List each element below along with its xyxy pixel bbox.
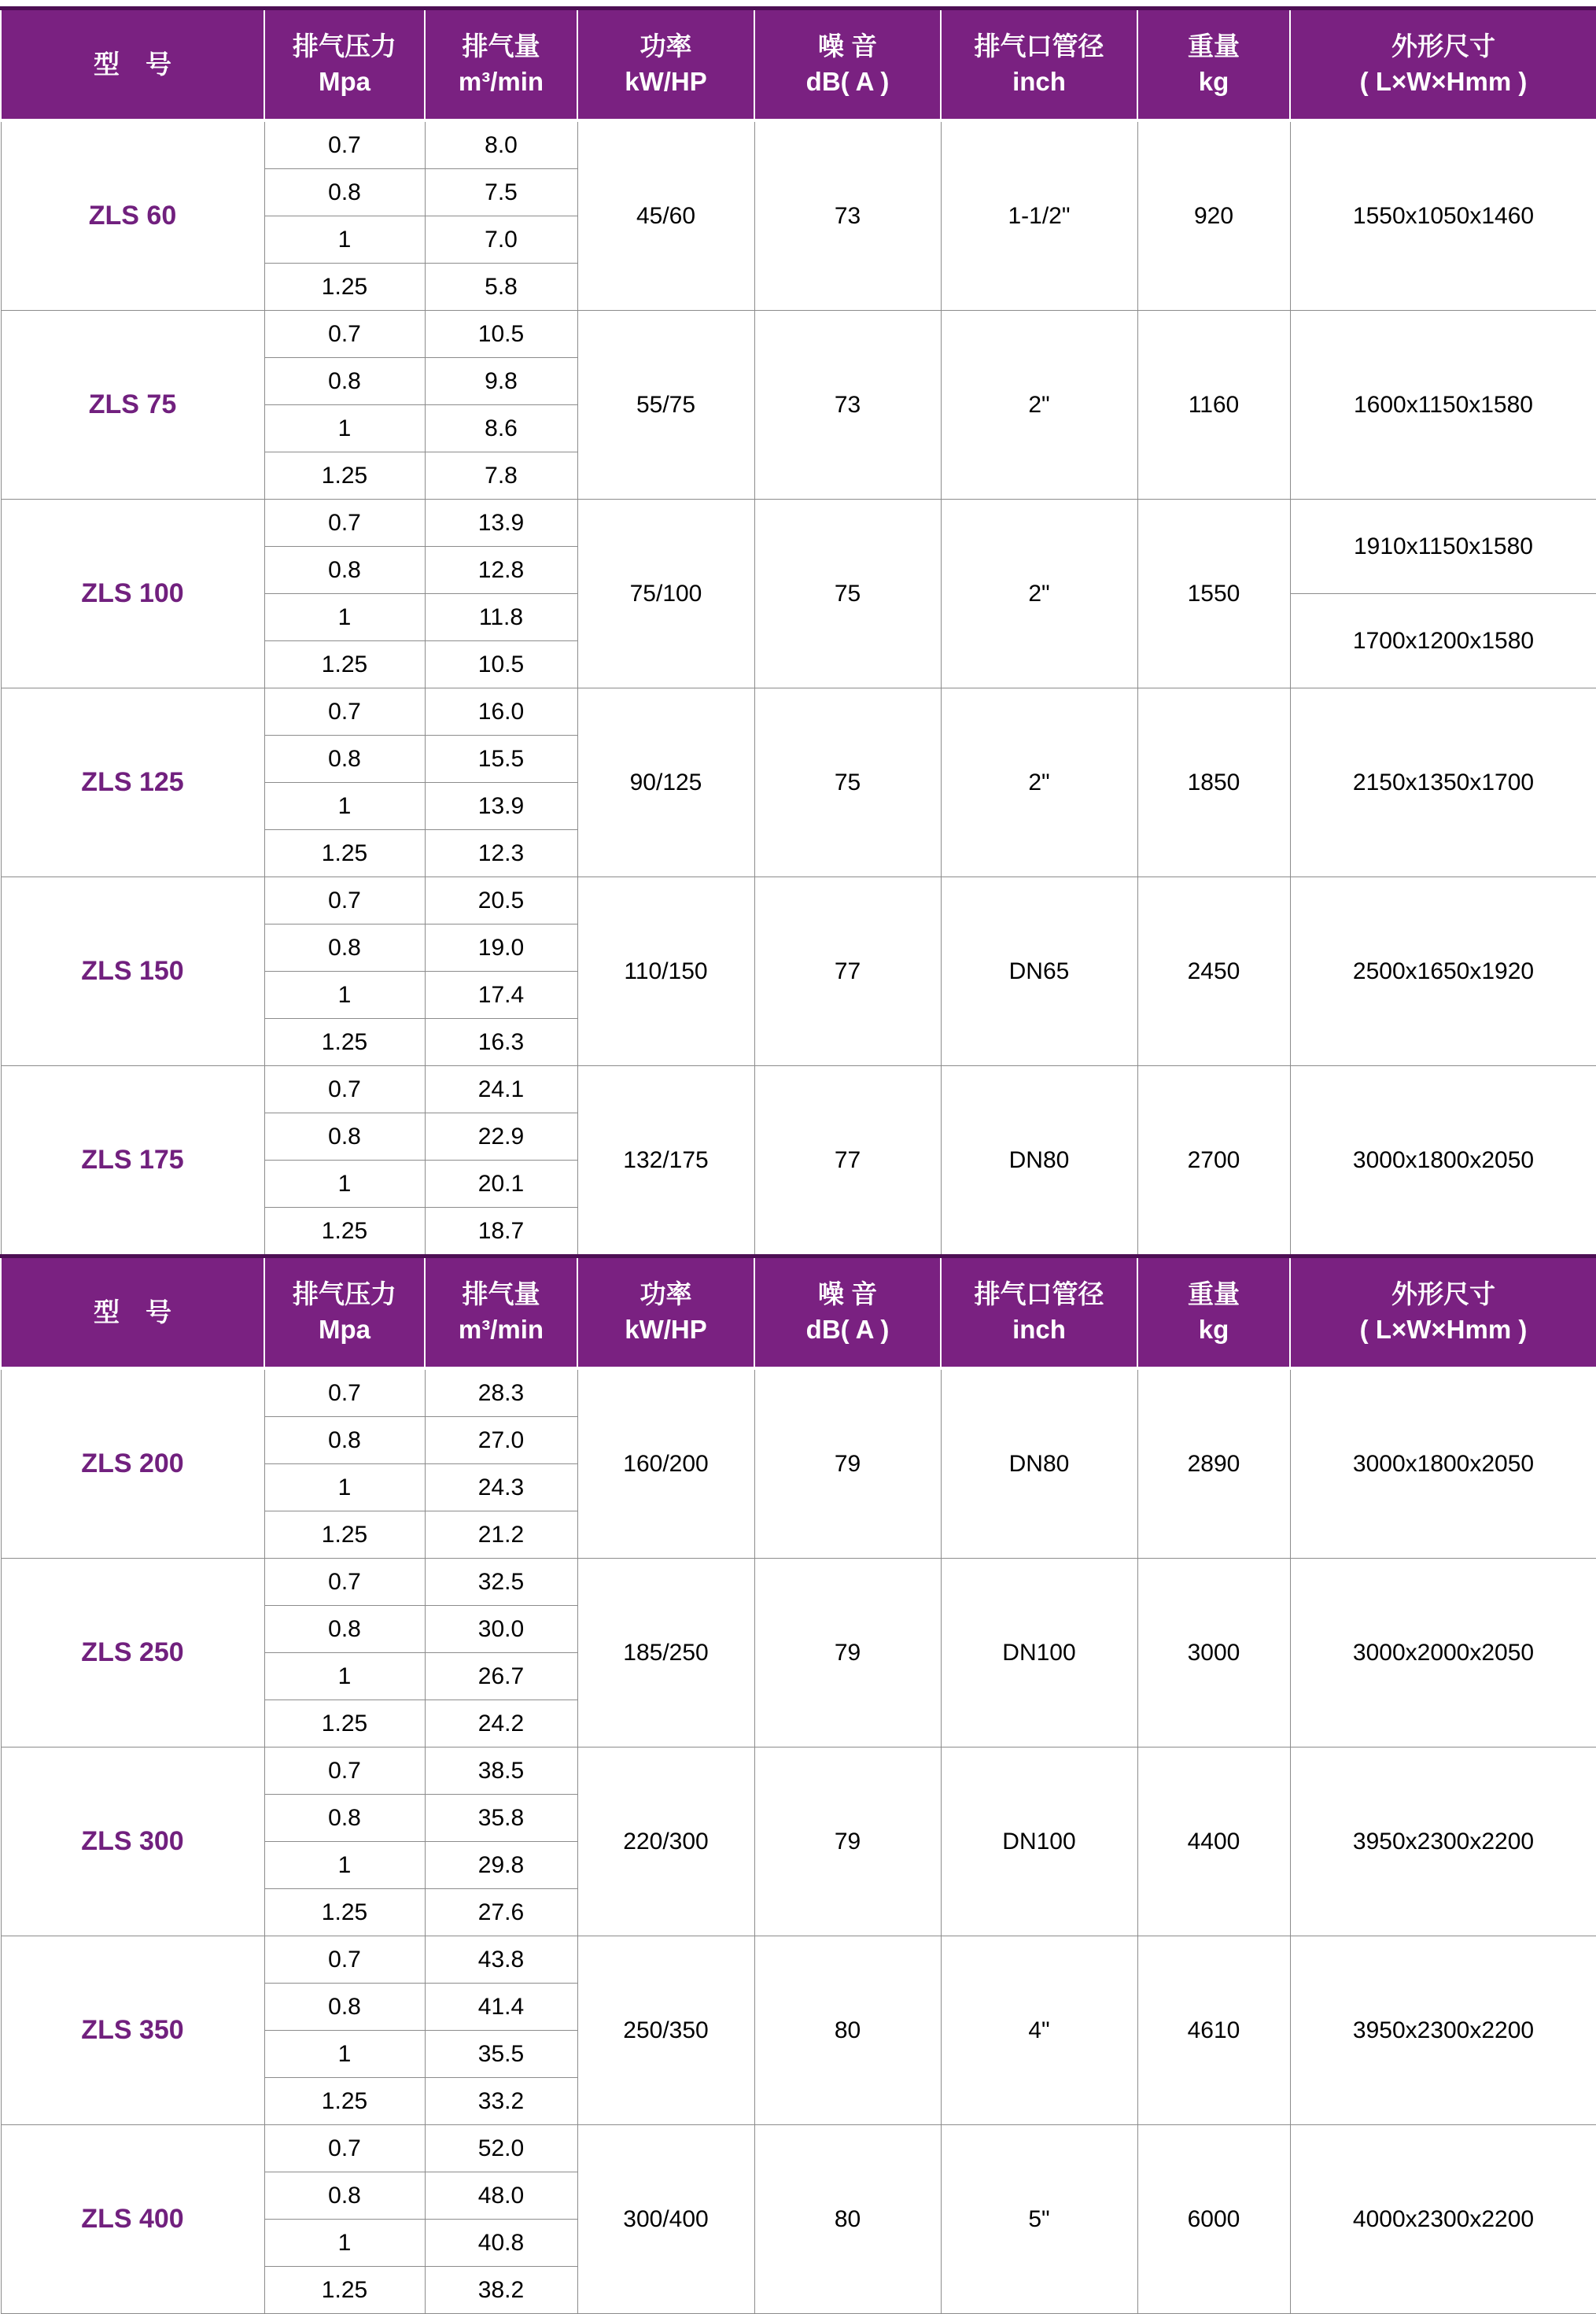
header-cell-power-text: kW/HP [625, 1315, 707, 1344]
noise-cell: 79 [754, 1559, 941, 1747]
displacement-cell: 8.0 [425, 120, 577, 169]
table-row [1, 877, 1596, 924]
weight-cell: 2890 [1137, 1368, 1290, 1559]
pressure-cell: 1 [264, 216, 425, 264]
displacement-cell: 48.0 [425, 2172, 577, 2220]
pipe-cell: DN80 [941, 1368, 1137, 1559]
pressure-cell: 0.8 [264, 1984, 425, 2031]
header-cell-noise-text: dB( A ) [805, 67, 890, 96]
weight-cell: 2450 [1137, 877, 1290, 1066]
pressure-cell: 0.8 [264, 547, 425, 594]
pipe-cell: 2" [941, 688, 1137, 877]
dims-cell: 2150x1350x1700 [1290, 688, 1596, 877]
header-cell-power-text: 功率 [640, 31, 692, 61]
displacement-cell: 13.9 [425, 783, 577, 830]
model-name: ZLS 125 [1, 688, 264, 877]
pipe-cell: DN80 [941, 1066, 1137, 1257]
header-row [1, 1257, 1596, 1369]
table-row [1, 500, 1596, 547]
pressure-cell: 1.25 [264, 1019, 425, 1066]
header-cell-model [1, 1257, 264, 1369]
table-row [1, 1368, 1596, 1417]
displacement-cell: 24.3 [425, 1464, 577, 1511]
table-row [1, 688, 1596, 736]
displacement-cell: 17.4 [425, 972, 577, 1019]
header-cell-displacement-text: m³/min [458, 67, 544, 96]
pressure-cell: 0.8 [264, 169, 425, 216]
header-cell-dims [1290, 9, 1596, 121]
displacement-cell: 7.5 [425, 169, 577, 216]
header-cell-power-text: kW/HP [625, 67, 707, 96]
displacement-cell: 15.5 [425, 736, 577, 783]
header-cell-pressure [264, 9, 425, 121]
header-cell-noise-text: dB( A ) [805, 1315, 890, 1344]
power-cell: 75/100 [577, 500, 754, 688]
displacement-cell: 28.3 [425, 1368, 577, 1417]
header-cell-pipe [941, 1257, 1137, 1369]
displacement-cell: 35.5 [425, 2031, 577, 2078]
header-cell-power [577, 1257, 754, 1369]
header-cell-displacement [425, 9, 577, 121]
power-cell: 55/75 [577, 311, 754, 500]
header-cell-pipe-text: inch [1012, 1315, 1066, 1344]
weight-cell: 1850 [1137, 688, 1290, 877]
header-cell-dims [1290, 1257, 1596, 1369]
displacement-cell: 41.4 [425, 1984, 577, 2031]
pipe-cell: DN65 [941, 877, 1137, 1066]
header-cell-weight-text: kg [1198, 1315, 1229, 1344]
pressure-cell: 1.25 [264, 264, 425, 311]
model-name: ZLS 75 [1, 311, 264, 500]
power-cell: 250/350 [577, 1936, 754, 2125]
displacement-cell: 22.9 [425, 1113, 577, 1161]
dims-cell: 1700x1200x1580 [1290, 594, 1596, 688]
header-cell-model-text: 型 号 [94, 49, 171, 79]
pipe-cell: DN100 [941, 1747, 1137, 1936]
pressure-cell: 0.8 [264, 1795, 425, 1842]
pressure-cell: 0.7 [264, 1747, 425, 1795]
model-name: ZLS 400 [1, 2125, 264, 2314]
weight-cell: 1160 [1137, 311, 1290, 500]
pressure-cell: 0.7 [264, 1066, 425, 1113]
header-cell-pressure-text: 排气压力 [293, 31, 396, 61]
pressure-cell: 0.7 [264, 1936, 425, 1984]
pressure-cell: 0.8 [264, 2172, 425, 2220]
noise-cell: 77 [754, 1066, 941, 1257]
spec-table [0, 6, 1596, 2314]
model-name: ZLS 175 [1, 1066, 264, 1257]
header-cell-noise [754, 1257, 941, 1369]
pipe-cell: 1-1/2" [941, 120, 1137, 311]
dims-cell: 3000x1800x2050 [1290, 1368, 1596, 1559]
pressure-cell: 1 [264, 594, 425, 641]
pressure-cell: 1.25 [264, 1700, 425, 1747]
pipe-cell: 2" [941, 311, 1137, 500]
displacement-cell: 21.2 [425, 1511, 577, 1559]
power-cell: 110/150 [577, 877, 754, 1066]
header-cell-model-text: 型 号 [94, 1297, 171, 1327]
displacement-cell: 16.3 [425, 1019, 577, 1066]
weight-cell: 6000 [1137, 2125, 1290, 2314]
dims-cell: 4000x2300x2200 [1290, 2125, 1596, 2314]
dims-cell: 3000x1800x2050 [1290, 1066, 1596, 1257]
displacement-cell: 10.5 [425, 641, 577, 688]
noise-cell: 77 [754, 877, 941, 1066]
pipe-cell: DN100 [941, 1559, 1137, 1747]
header-cell-dims-text: ( L×W×Hmm ) [1359, 67, 1528, 96]
dims-cell: 3950x2300x2200 [1290, 1936, 1596, 2125]
noise-cell: 79 [754, 1368, 941, 1559]
header-cell-noise-text: 噪 音 [817, 31, 878, 61]
pressure-cell: 1 [264, 783, 425, 830]
spec-table-body [1, 9, 1596, 2314]
pressure-cell: 1.25 [264, 1208, 425, 1257]
header-cell-weight-text: kg [1198, 67, 1229, 96]
displacement-cell: 40.8 [425, 2220, 577, 2267]
pressure-cell: 0.7 [264, 1368, 425, 1417]
displacement-cell: 7.8 [425, 452, 577, 500]
displacement-cell: 19.0 [425, 924, 577, 972]
header-cell-pressure-text: Mpa [319, 67, 370, 96]
weight-cell: 4400 [1137, 1747, 1290, 1936]
model-name: ZLS 100 [1, 500, 264, 688]
weight-cell: 920 [1137, 120, 1290, 311]
header-cell-displacement-text: 排气量 [462, 31, 540, 61]
model-name: ZLS 200 [1, 1368, 264, 1559]
pressure-cell: 0.7 [264, 120, 425, 169]
pressure-cell: 0.8 [264, 1417, 425, 1464]
dims-cell: 1550x1050x1460 [1290, 120, 1596, 311]
table-row [1, 1936, 1596, 1984]
pressure-cell: 1.25 [264, 452, 425, 500]
displacement-cell: 16.0 [425, 688, 577, 736]
noise-cell: 75 [754, 688, 941, 877]
header-cell-weight-text: 重量 [1188, 31, 1240, 61]
noise-cell: 73 [754, 120, 941, 311]
model-name: ZLS 150 [1, 877, 264, 1066]
noise-cell: 80 [754, 1936, 941, 2125]
header-cell-noise [754, 9, 941, 121]
pressure-cell: 0.8 [264, 1606, 425, 1653]
pressure-cell: 1 [264, 1161, 425, 1208]
pipe-cell: 4" [941, 1936, 1137, 2125]
table-row [1, 120, 1596, 169]
weight-cell: 3000 [1137, 1559, 1290, 1747]
pressure-cell: 1 [264, 405, 425, 452]
pressure-cell: 1.25 [264, 1511, 425, 1559]
noise-cell: 80 [754, 2125, 941, 2314]
pipe-cell: 5" [941, 2125, 1137, 2314]
displacement-cell: 13.9 [425, 500, 577, 547]
displacement-cell: 30.0 [425, 1606, 577, 1653]
displacement-cell: 33.2 [425, 2078, 577, 2125]
displacement-cell: 32.5 [425, 1559, 577, 1606]
displacement-cell: 52.0 [425, 2125, 577, 2172]
weight-cell: 4610 [1137, 1936, 1290, 2125]
power-cell: 90/125 [577, 688, 754, 877]
pressure-cell: 1.25 [264, 830, 425, 877]
pipe-cell: 2" [941, 500, 1137, 688]
model-name: ZLS 60 [1, 120, 264, 311]
pressure-cell: 1 [264, 972, 425, 1019]
power-cell: 300/400 [577, 2125, 754, 2314]
model-name: ZLS 350 [1, 1936, 264, 2125]
displacement-cell: 24.1 [425, 1066, 577, 1113]
pressure-cell: 0.8 [264, 358, 425, 405]
displacement-cell: 8.6 [425, 405, 577, 452]
pressure-cell: 1.25 [264, 1889, 425, 1936]
pressure-cell: 1.25 [264, 641, 425, 688]
header-cell-displacement-text: m³/min [458, 1315, 544, 1344]
pressure-cell: 0.7 [264, 500, 425, 547]
header-cell-power-text: 功率 [640, 1279, 692, 1309]
power-cell: 160/200 [577, 1368, 754, 1559]
table-row [1, 1559, 1596, 1606]
displacement-cell: 20.1 [425, 1161, 577, 1208]
displacement-cell: 9.8 [425, 358, 577, 405]
displacement-cell: 18.7 [425, 1208, 577, 1257]
pressure-cell: 0.7 [264, 688, 425, 736]
displacement-cell: 24.2 [425, 1700, 577, 1747]
pressure-cell: 1.25 [264, 2078, 425, 2125]
noise-cell: 79 [754, 1747, 941, 1936]
header-cell-noise-text: 噪 音 [817, 1279, 878, 1309]
displacement-cell: 29.8 [425, 1842, 577, 1889]
pressure-cell: 1 [264, 2031, 425, 2078]
pressure-cell: 1 [264, 1842, 425, 1889]
power-cell: 185/250 [577, 1559, 754, 1747]
pressure-cell: 0.8 [264, 924, 425, 972]
power-cell: 220/300 [577, 1747, 754, 1936]
header-cell-pipe [941, 9, 1137, 121]
displacement-cell: 11.8 [425, 594, 577, 641]
power-cell: 132/175 [577, 1066, 754, 1257]
header-cell-pressure [264, 1257, 425, 1369]
pressure-cell: 0.7 [264, 1559, 425, 1606]
header-cell-pressure-text: Mpa [319, 1315, 370, 1344]
header-cell-pipe-text: 排气口管径 [974, 1279, 1104, 1309]
displacement-cell: 10.5 [425, 311, 577, 358]
pressure-cell: 0.7 [264, 311, 425, 358]
pressure-cell: 1.25 [264, 2267, 425, 2314]
header-cell-displacement-text: 排气量 [462, 1279, 540, 1309]
header-cell-pipe-text: 排气口管径 [974, 31, 1104, 61]
dims-cell: 1600x1150x1580 [1290, 311, 1596, 500]
pressure-cell: 1 [264, 2220, 425, 2267]
model-name: ZLS 300 [1, 1747, 264, 1936]
dims-cell: 3000x2000x2050 [1290, 1559, 1596, 1747]
power-cell: 45/60 [577, 120, 754, 311]
displacement-cell: 26.7 [425, 1653, 577, 1700]
header-cell-dims-text: 外形尺寸 [1391, 31, 1495, 61]
header-cell-dims-text: 外形尺寸 [1391, 1279, 1495, 1309]
displacement-cell: 38.2 [425, 2267, 577, 2314]
header-row [1, 9, 1596, 121]
header-cell-model [1, 9, 264, 121]
displacement-cell: 27.6 [425, 1889, 577, 1936]
table-row [1, 311, 1596, 358]
header-cell-pressure-text: 排气压力 [293, 1279, 396, 1309]
header-cell-weight [1137, 9, 1290, 121]
pressure-cell: 0.7 [264, 877, 425, 924]
pressure-cell: 0.7 [264, 2125, 425, 2172]
pressure-cell: 1 [264, 1653, 425, 1700]
displacement-cell: 12.3 [425, 830, 577, 877]
table-row [1, 1747, 1596, 1795]
displacement-cell: 38.5 [425, 1747, 577, 1795]
table-row [1, 2125, 1596, 2172]
header-cell-weight [1137, 1257, 1290, 1369]
weight-cell: 1550 [1137, 500, 1290, 688]
displacement-cell: 20.5 [425, 877, 577, 924]
weight-cell: 2700 [1137, 1066, 1290, 1257]
dims-cell: 1910x1150x1580 [1290, 500, 1596, 594]
header-cell-power [577, 9, 754, 121]
pressure-cell: 0.8 [264, 736, 425, 783]
header-cell-dims-text: ( L×W×Hmm ) [1359, 1315, 1528, 1344]
dims-cell: 2500x1650x1920 [1290, 877, 1596, 1066]
noise-cell: 73 [754, 311, 941, 500]
noise-cell: 75 [754, 500, 941, 688]
dims-cell: 3950x2300x2200 [1290, 1747, 1596, 1936]
displacement-cell: 35.8 [425, 1795, 577, 1842]
displacement-cell: 43.8 [425, 1936, 577, 1984]
displacement-cell: 12.8 [425, 547, 577, 594]
header-cell-weight-text: 重量 [1188, 1279, 1240, 1309]
displacement-cell: 5.8 [425, 264, 577, 311]
displacement-cell: 27.0 [425, 1417, 577, 1464]
model-name: ZLS 250 [1, 1559, 264, 1747]
header-cell-pipe-text: inch [1012, 67, 1066, 96]
displacement-cell: 7.0 [425, 216, 577, 264]
header-cell-displacement [425, 1257, 577, 1369]
table-row [1, 1066, 1596, 1113]
pressure-cell: 1 [264, 1464, 425, 1511]
pressure-cell: 0.8 [264, 1113, 425, 1161]
